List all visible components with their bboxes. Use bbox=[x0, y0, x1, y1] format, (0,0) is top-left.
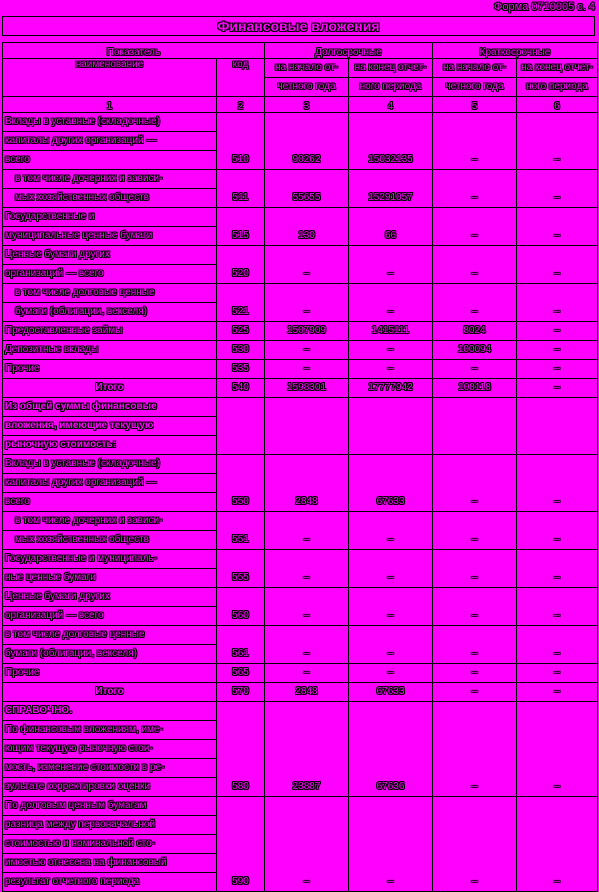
row-code-cell: 565 bbox=[217, 664, 265, 683]
indicator-name-line: муниципальные ценные бумаги bbox=[5, 230, 153, 241]
indicator-name-line: бумаги (облигации, векселя) bbox=[15, 306, 147, 317]
indicator-name-line: имостью отнесена на финансовый bbox=[3, 854, 216, 873]
indicator-name-line: По долговым ценным бумагам bbox=[3, 797, 216, 816]
value-cell: – bbox=[349, 360, 433, 379]
value-cell: 90262 bbox=[265, 113, 349, 170]
table-row bbox=[3, 360, 598, 379]
value-cell: – bbox=[433, 284, 517, 322]
row-code-cell: 561 bbox=[217, 626, 265, 664]
indicator-name-line: Государственные и bbox=[3, 208, 216, 227]
value-cell: – bbox=[349, 797, 433, 892]
indicator-name-cell bbox=[3, 664, 217, 683]
row-code-cell: 590 bbox=[217, 797, 265, 892]
indicator-name-line: Депозитные вклады bbox=[5, 344, 99, 355]
indicator-name-line: мых хозяйственных обществ bbox=[15, 534, 149, 545]
table-row bbox=[3, 626, 598, 664]
indicator-name-cell bbox=[3, 113, 217, 170]
value-cell: – bbox=[517, 113, 598, 170]
table-row bbox=[3, 797, 598, 892]
indicator-name-cell bbox=[3, 398, 217, 455]
table-row bbox=[3, 702, 598, 797]
table-row bbox=[3, 208, 598, 246]
value-cell: – bbox=[517, 550, 598, 588]
row-code-cell: 555 bbox=[217, 550, 265, 588]
header-indicator: Показатель bbox=[3, 43, 265, 59]
indicator-name-line: рыночную стоимость: bbox=[5, 439, 117, 450]
indicator-name-line: Итого bbox=[95, 382, 124, 393]
table-row bbox=[3, 379, 598, 398]
table-row bbox=[3, 398, 598, 455]
value-cell: – bbox=[349, 284, 433, 322]
row-code-cell: 580 bbox=[217, 702, 265, 797]
indicator-name-line: Ценные бумаги других bbox=[3, 588, 216, 607]
row-code-cell: 530 bbox=[217, 341, 265, 360]
value-cell: – bbox=[517, 208, 598, 246]
indicator-name-line: зультате корректировки оценки bbox=[5, 781, 150, 792]
value-cell: – bbox=[433, 683, 517, 702]
form-number-note: Форма 0710005 с. 4 bbox=[494, 1, 595, 13]
row-code-cell: 520 bbox=[217, 246, 265, 284]
column-number: 6 bbox=[517, 97, 598, 113]
value-cell: – bbox=[433, 702, 517, 797]
value-cell: 8024 bbox=[433, 322, 517, 341]
value-cell: – bbox=[349, 512, 433, 550]
header-long-term: Долгосрочные bbox=[265, 43, 433, 59]
value-cell: – bbox=[517, 322, 598, 341]
value-cell: – bbox=[517, 626, 598, 664]
value-cell: – bbox=[517, 170, 598, 208]
value-cell: – bbox=[265, 626, 349, 664]
value-cell: – bbox=[349, 246, 433, 284]
indicator-name-cell bbox=[3, 550, 217, 588]
value-cell bbox=[265, 398, 349, 455]
value-cell: – bbox=[433, 797, 517, 892]
header-long-start: на начало от- четного года bbox=[265, 59, 349, 97]
indicator-name-line: Предоставленные займы bbox=[5, 325, 123, 336]
value-cell: – bbox=[349, 550, 433, 588]
indicator-name-line: Из общей суммы финансовые bbox=[3, 398, 216, 417]
value-cell: 108118 bbox=[433, 379, 517, 398]
table-row bbox=[3, 550, 598, 588]
indicator-name-cell bbox=[3, 284, 217, 322]
financial-investments-table bbox=[2, 42, 598, 892]
table-title: Финансовые вложения bbox=[2, 16, 595, 36]
value-cell: 15291057 bbox=[349, 170, 433, 208]
row-code-cell bbox=[217, 398, 265, 455]
value-cell bbox=[433, 398, 517, 455]
indicator-name-line: в том числе дочерних и зависи- bbox=[3, 512, 216, 531]
value-cell: – bbox=[433, 626, 517, 664]
value-cell: – bbox=[517, 379, 598, 398]
value-cell: – bbox=[433, 455, 517, 512]
table-row bbox=[3, 588, 598, 626]
indicator-name-cell bbox=[3, 702, 217, 797]
value-cell: 1507909 bbox=[265, 322, 349, 341]
value-cell: – bbox=[433, 512, 517, 550]
header-name: наименование bbox=[3, 59, 217, 97]
column-number: 2 bbox=[217, 97, 265, 113]
indicator-name-line: Прочие bbox=[5, 667, 40, 678]
indicator-name-cell bbox=[3, 170, 217, 208]
value-cell: – bbox=[433, 208, 517, 246]
indicator-name-cell bbox=[3, 246, 217, 284]
table-row bbox=[3, 341, 598, 360]
indicator-name-line: капиталы других организаций — bbox=[3, 132, 216, 151]
value-cell: – bbox=[265, 246, 349, 284]
indicator-name-line: организаций — всего bbox=[5, 610, 104, 621]
indicator-name-cell bbox=[3, 588, 217, 626]
value-cell: – bbox=[265, 512, 349, 550]
value-cell: – bbox=[517, 341, 598, 360]
row-code-cell: 551 bbox=[217, 512, 265, 550]
value-cell: – bbox=[433, 360, 517, 379]
value-cell: – bbox=[265, 664, 349, 683]
indicator-name-line: По финансовым вложениям, име- bbox=[3, 721, 216, 740]
indicator-name-line: всего bbox=[5, 154, 30, 165]
value-cell: 1415111 bbox=[349, 322, 433, 341]
value-cell: – bbox=[349, 626, 433, 664]
value-cell: – bbox=[517, 797, 598, 892]
value-cell: 15032135 bbox=[349, 113, 433, 170]
header-long-end: на конец отчет- ного периода bbox=[349, 59, 433, 97]
column-number: 1 bbox=[3, 97, 217, 113]
table-row bbox=[3, 322, 598, 341]
indicator-name-line: Итого bbox=[95, 686, 124, 697]
row-code-cell: 540 bbox=[217, 379, 265, 398]
table-row bbox=[3, 170, 598, 208]
row-code-cell: 535 bbox=[217, 360, 265, 379]
value-cell: 100094 bbox=[433, 341, 517, 360]
value-cell: 1598301 bbox=[265, 379, 349, 398]
value-cell: – bbox=[265, 360, 349, 379]
value-cell: – bbox=[433, 664, 517, 683]
indicator-name-line: в том числе долговые ценные bbox=[3, 626, 216, 645]
value-cell: – bbox=[349, 588, 433, 626]
indicator-name-line: результат отчетного периода bbox=[5, 876, 140, 887]
indicator-name-line: организаций — всего bbox=[5, 268, 104, 279]
value-cell: – bbox=[349, 341, 433, 360]
indicator-name-line: Прочие bbox=[5, 363, 40, 374]
value-cell: – bbox=[433, 113, 517, 170]
value-cell: – bbox=[265, 341, 349, 360]
value-cell: 66 bbox=[349, 208, 433, 246]
indicator-name-line: в том числе дочерних и зависи- bbox=[3, 170, 216, 189]
indicator-name-line: мость, изменение стоимости в ре- bbox=[3, 759, 216, 778]
indicator-name-line: ющим текущую рыночную стои- bbox=[3, 740, 216, 759]
header-short-term: Краткосрочные bbox=[433, 43, 598, 59]
indicator-name-line: Ценные бумаги других bbox=[3, 246, 216, 265]
indicator-name-line: Вклады в уставные (складочные) bbox=[3, 113, 216, 132]
row-code-cell: 515 bbox=[217, 208, 265, 246]
value-cell bbox=[517, 398, 598, 455]
indicator-name-line: капиталы других организаций — bbox=[3, 474, 216, 493]
value-cell: – bbox=[433, 588, 517, 626]
indicator-name-line: Вклады в уставные (складочные) bbox=[3, 455, 216, 474]
header-short-end: на конец отчет- ного периода bbox=[517, 59, 598, 97]
value-cell: 67636 bbox=[349, 702, 433, 797]
value-cell: 2848 bbox=[265, 683, 349, 702]
row-code-cell: 570 bbox=[217, 683, 265, 702]
column-number: 3 bbox=[265, 97, 349, 113]
indicator-name-line: стоимостью и номинальной сто- bbox=[3, 835, 216, 854]
table-row bbox=[3, 664, 598, 683]
value-cell: 2848 bbox=[265, 455, 349, 512]
row-code-cell: 550 bbox=[217, 455, 265, 512]
value-cell: 130 bbox=[265, 208, 349, 246]
table-row bbox=[3, 512, 598, 550]
column-number: 5 bbox=[433, 97, 517, 113]
value-cell: – bbox=[517, 702, 598, 797]
header-short-start: на начало от- четного года bbox=[433, 59, 517, 97]
value-cell: 23887 bbox=[265, 702, 349, 797]
indicator-name-cell bbox=[3, 360, 217, 379]
row-code-cell: 521 bbox=[217, 284, 265, 322]
value-cell: – bbox=[265, 588, 349, 626]
header-code: код bbox=[217, 59, 265, 97]
value-cell: – bbox=[433, 550, 517, 588]
row-code-cell: 510 bbox=[217, 113, 265, 170]
table-body bbox=[3, 113, 598, 892]
indicator-name-line: разница между первоначальной bbox=[3, 816, 216, 835]
value-cell: 17777942 bbox=[349, 379, 433, 398]
value-cell: – bbox=[433, 170, 517, 208]
indicator-name-cell bbox=[3, 455, 217, 512]
value-cell: – bbox=[517, 246, 598, 284]
value-cell: – bbox=[265, 797, 349, 892]
table-row bbox=[3, 113, 598, 170]
indicator-name-line: вложения, имеющие текущую bbox=[3, 417, 216, 436]
table-row bbox=[3, 683, 598, 702]
row-code-cell: 525 bbox=[217, 322, 265, 341]
table-row bbox=[3, 284, 598, 322]
indicator-name-line: Государственные и муниципаль- bbox=[3, 550, 216, 569]
indicator-name-cell bbox=[3, 683, 217, 702]
value-cell: – bbox=[517, 455, 598, 512]
value-cell: 67633 bbox=[349, 683, 433, 702]
indicator-name-line: СПРАВОЧНО. bbox=[3, 702, 216, 721]
value-cell: – bbox=[265, 284, 349, 322]
value-cell: – bbox=[517, 588, 598, 626]
indicator-name-cell bbox=[3, 322, 217, 341]
indicator-name-line: в том числе долговые ценные bbox=[3, 284, 216, 303]
indicator-name-line: всего bbox=[5, 496, 30, 507]
value-cell: – bbox=[517, 664, 598, 683]
indicator-name-line: мых хозяйственных обществ bbox=[15, 192, 149, 203]
value-cell: – bbox=[517, 284, 598, 322]
value-cell: – bbox=[517, 683, 598, 702]
indicator-name-cell bbox=[3, 512, 217, 550]
table-row bbox=[3, 455, 598, 512]
value-cell: 67633 bbox=[349, 455, 433, 512]
column-number: 4 bbox=[349, 97, 433, 113]
row-code-cell: 560 bbox=[217, 588, 265, 626]
indicator-name-cell bbox=[3, 797, 217, 892]
indicator-name-cell bbox=[3, 379, 217, 398]
value-cell: 55655 bbox=[265, 170, 349, 208]
indicator-name-cell bbox=[3, 341, 217, 360]
value-cell: – bbox=[349, 664, 433, 683]
value-cell: – bbox=[517, 360, 598, 379]
value-cell: – bbox=[433, 246, 517, 284]
value-cell: – bbox=[265, 550, 349, 588]
indicator-name-cell bbox=[3, 208, 217, 246]
indicator-name-line: бумаги (облигации, векселя) bbox=[5, 648, 137, 659]
value-cell: – bbox=[517, 512, 598, 550]
indicator-name-line: ные ценные бумаги bbox=[5, 572, 96, 583]
indicator-name-cell bbox=[3, 626, 217, 664]
value-cell bbox=[349, 398, 433, 455]
table-row bbox=[3, 246, 598, 284]
row-code-cell: 511 bbox=[217, 170, 265, 208]
